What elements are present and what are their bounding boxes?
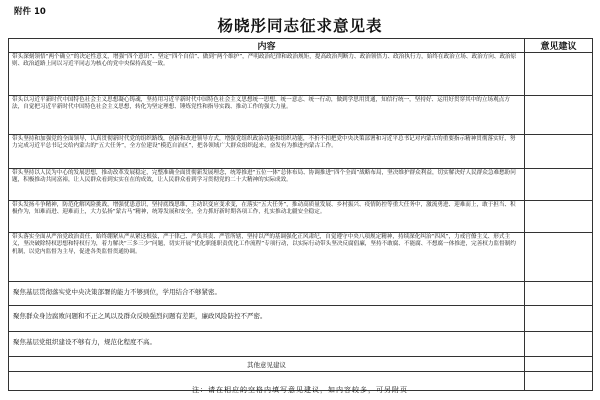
other-opinions-row [9, 357, 593, 372]
question-text: 聚焦基层贯彻落实党中央决策部署的能力不够到位，学用结合不够紧密。 [13, 288, 221, 296]
question-text: 聚焦基层党组织建设不够有力，规范化程度不高。 [13, 338, 156, 346]
table-row [9, 96, 593, 135]
table-row [9, 135, 593, 169]
opinion-cell[interactable] [525, 201, 593, 233]
row-content: 带头深刻领悟“两个确立”的决定性意义，增强“四个意识”、坚定“四个自信”、做到“两个维护”，严明政治纪律和政治规矩，提高政治判断力、政治领悟力、政治执行力，始终在政治立场、政治方向、政治原则、政治道路上同以习近平同志为核心的党中央保持高度一致。 [12, 54, 517, 68]
opinion-table [8, 38, 593, 391]
row-content: 带头坚持以人民为中心的发展思想，推动改革发展稳定，完整准确全面贯彻新发展理念，统筹推进“五位一体”总体布局、协调推进“四个全面”战略布局，坚决维护群众利益，切实解决好人民群众急难愁盼问题，积极推动共同富裕，让人民群众看到实实在在的成效，让人民群众看到学习贯彻党的二十大精神的实际成效。 [12, 170, 516, 184]
header-content: 内容 [9, 39, 525, 53]
opinion-cell[interactable] [525, 306, 593, 332]
table-header-row [9, 39, 593, 53]
table-row [9, 169, 593, 201]
attachment-label: 附件 10 [14, 7, 46, 17]
table-row [9, 233, 593, 282]
opinion-cell[interactable] [525, 135, 593, 169]
footer-note: 注：请在相应的空格内填写意见建议，如内容较多，可另附页 [192, 386, 408, 394]
opinion-cell[interactable] [525, 282, 593, 306]
table-row [9, 201, 593, 233]
question-row [9, 282, 593, 306]
question-row [9, 332, 593, 357]
opinion-cell[interactable] [525, 332, 593, 357]
question-text: 聚焦群众身边腐败问题和不正之风以及群众反映强烈问题有差距，廉政风险防控不严密。 [13, 312, 267, 320]
row-content: 带头落实全面从严治党政治责任，始终绷紧从严从紧这根弦，严于律己、严负其责、严管所辖，坚持以严的基调强化正风肃纪，自觉遵守中央八项规定精神，持续深化纠治“四风”，力戒官僚主义、形式主义，坚决破除特权思想和特权行为，着力解决“三多三少”问题，切实开展“优化职能职责优化工作流程”专项行动，以实际行动带头坚决反腐倡廉，坚持不敢腐、不能腐、不想腐一体推进，完善权力监督制约机制，以党内监督为主导，促进各类监督贯通协调。 [12, 234, 516, 255]
opinion-cell[interactable] [525, 53, 593, 96]
row-content: 带头坚持和加强党的全面领导，认真贯彻新时代党的组织路线，创新和改进领导方式，增强党组织政治功能和组织功能，不折不扣把党中央决策部署和习近平总书记对内蒙古的重要指示精神贯彻落实好，努力完成习近平总书记交给内蒙古的“五大任务”，全方位建设“模范自治区”，把各领域广大群众组织起来，奋发有为推进内蒙古工作。 [12, 136, 516, 150]
question-row [9, 306, 593, 332]
row-content: 带头发扬斗争精神，防范化解风险挑战，增强忧患意识，坚持底线思维，主动识变应变求变，在落实“五大任务”，推动高质量发展、乡村振兴、疫情防控等重大任务中，激流勇进、迎难而上，敢于担当、积极作为，知难而进、迎难而上，大力弘扬“蒙古马”精神，统筹发展和安全，全力抓好新时期各项工作，扎实推动北疆安全稳定。 [12, 202, 516, 216]
row-content: 带头以习近平新时代中国特色社会主义思想凝心铸魂，坚持用习近平新时代中国特色社会主义思想统一思想、统一意志、统一行动，做到学思用贯通，知信行统一，坚持好、运用好贯穿其中的立场观点方法，自觉把习近平新时代中国特色社会主义思想，转化为坚定理想、锤炼党性和指导实践、推动工作的强大力量。 [12, 97, 510, 111]
opinion-cell[interactable] [525, 357, 593, 372]
table-row [9, 53, 593, 96]
other-opinions-label: 其他意见建议 [9, 357, 525, 372]
opinion-cell[interactable] [525, 169, 593, 201]
opinion-cell[interactable] [525, 96, 593, 135]
header-opinion: 意见建议 [525, 39, 593, 53]
opinion-cell[interactable] [525, 233, 593, 282]
page-title: 杨晓彤同志征求意见表 [217, 17, 383, 35]
